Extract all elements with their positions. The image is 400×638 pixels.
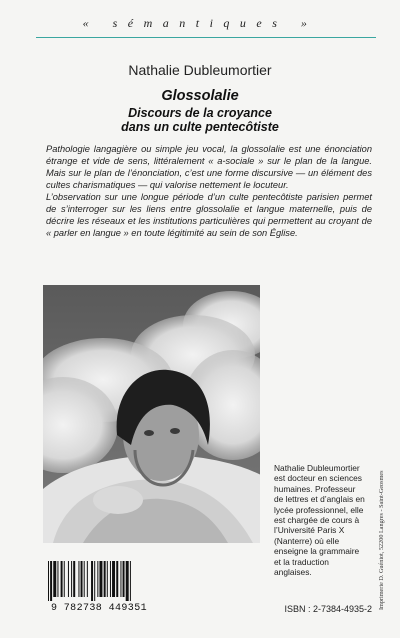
barcode-bar [50, 561, 52, 601]
abstract-paragraph: L’observation sur une longue période d’un culte pentecôtiste parisien permet de s’interroger sur les liens entre glossolalie et langue maternelle, puis de décrire les réseaux et les institutions particulières qui permettent au croyant de « parler en langue » en toute légitimité au sein de son Église. [46, 192, 372, 238]
barcode [44, 561, 154, 619]
barcode-bar [73, 561, 75, 597]
barcode-bar [110, 561, 111, 597]
author-photo-image [43, 285, 260, 543]
book-subtitle [0, 106, 400, 134]
barcode-bar [71, 561, 72, 597]
abstract-paragraph: Pathologie langagière ou simple jeu vocal, la glossolalie est une énonciation étrange et vide de sens, littéralement « a-sociale » sur le plan de la langue. Mais sur le plan de l’énonciation, c’est une forme discursive — un élément des cultes charismatiques — qui valorise nettement le locuteur. [46, 144, 372, 190]
printer-note [378, 380, 390, 610]
subtitle-line: Discours de la croyance [128, 106, 272, 120]
bio-text: Nathalie Dubleumortier est docteur en sciences humaines. Professeur de lettres et d’anglais en lycée professionnel, elle est chargée de cours à l’Université Paris X (Nanterre) où elle enseigne la grammaire et la traduction anglaises. [274, 463, 365, 578]
barcode-bar [97, 561, 98, 597]
barcode-bar [104, 561, 106, 597]
barcode-bar [99, 561, 102, 597]
author-name: Nathalie Dubleumortier [128, 62, 272, 78]
barcode-digits: 9 782738 449351 [50, 603, 147, 614]
barcode-bars [44, 561, 154, 601]
barcode-bar [112, 561, 115, 597]
abstract [46, 143, 372, 239]
barcode-bar [48, 561, 49, 601]
barcode-bar [78, 561, 79, 597]
book-title: Glossolalie [161, 88, 239, 104]
barcode-bar [68, 561, 69, 597]
barcode-bar [87, 561, 88, 597]
barcode-bar [61, 561, 63, 597]
barcode-bar [81, 561, 83, 597]
barcode-bar [57, 561, 58, 597]
author-photo [43, 285, 260, 543]
author-bio [274, 463, 366, 577]
barcode-bar [53, 561, 56, 597]
isbn: ISBN : 2-7384-4935-2 [284, 604, 372, 614]
series-name: « sémantiques » [82, 16, 318, 30]
barcode-bar [84, 561, 85, 597]
barcode-bar [130, 561, 131, 601]
printer-note-text: Imprimerie D. Guéniot, 52200 Langres - Saint-Geosmes [378, 470, 385, 610]
barcode-bar [126, 561, 129, 601]
subtitle-line: dans un culte pentecôtiste [121, 120, 279, 134]
barcode-bar [123, 561, 125, 597]
header-rule [36, 37, 376, 38]
barcode-bar [64, 561, 65, 597]
barcode-bar [116, 561, 118, 597]
barcode-bar [120, 561, 121, 597]
barcode-bar [94, 561, 95, 601]
barcode-bar [107, 561, 108, 597]
barcode-bar [91, 561, 93, 601]
